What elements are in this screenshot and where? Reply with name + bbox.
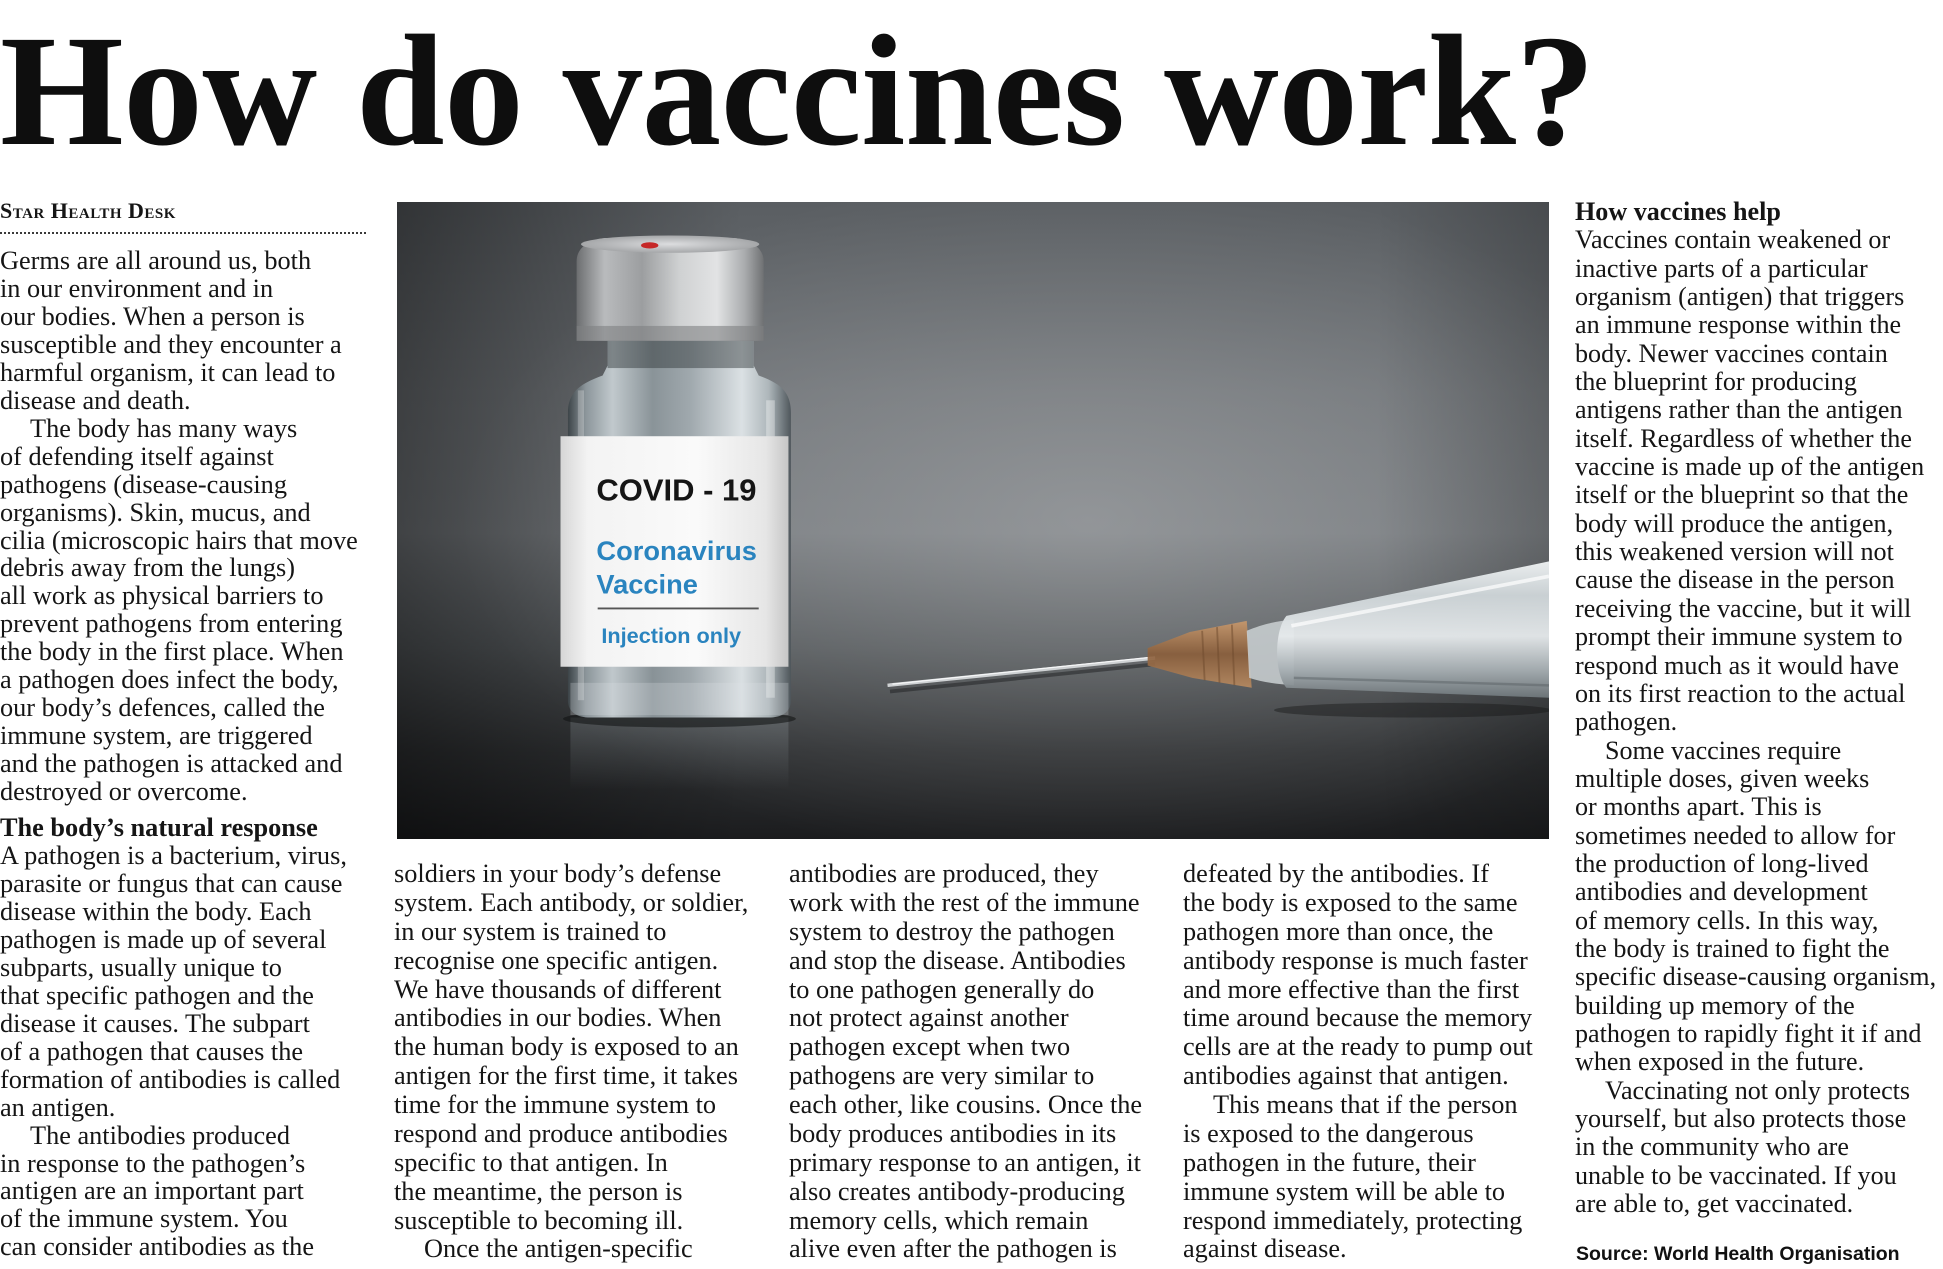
body-paragraph: Vaccines contain weakened or inactive parts of a particular organism (antigen) that triggers an immune response within the body. Newer vaccines contain the blueprint for producing antigens rather than the antigen itself. Regardless of whether the vaccine is made up of the antigen itself or the blueprint so that the body will produce the antigen, this weakened version will not cause the disease in the person receiving the vaccine, but it will prompt their immune system to respond much as it would have on its first reaction to the actual pathogen. (1575, 225, 1925, 737)
bottom-column-3 (1183, 860, 1545, 1264)
right-column (1575, 198, 1943, 1218)
byline-dotted-rule (0, 232, 366, 234)
byline: Star Health Desk (0, 198, 176, 223)
body-paragraph: This means that if the person is exposed to the dangerous pathogen in the future, their immune system will be able to respond immediately, protecting against disease. (1183, 1090, 1523, 1264)
bottom-column-1 (394, 860, 756, 1264)
label-note: Injection only (601, 623, 742, 649)
body-paragraph: Once the antigen-specific (424, 1234, 693, 1264)
label-product-line2: Vaccine (596, 568, 698, 600)
body-paragraph: defeated by the antibodies. If the body is exposed to the same pathogen more than once, the antibody response is much faster and more effective than the first time around because the memory cells are at the ready to pump out antibodies against that antigen. (1183, 859, 1533, 1091)
vaccine-photo-graphic (397, 202, 1549, 839)
label-product-line1: Coronavirus (596, 535, 757, 567)
body-paragraph: A pathogen is a bacterium, virus, parasite or fungus that can cause disease within the body. Each pathogen is made up of several subparts, usually unique to that specific pathogen and the disease it causes. The subpart of a pathogen that causes the formation of antibodies is called an antigen. (0, 841, 347, 1122)
vaccine-photo (397, 202, 1549, 839)
source-credit: Source: World Health Organisation (1576, 1243, 1900, 1265)
headline: How do vaccines work? (0, 3, 1595, 179)
body-paragraph: Germs are all around us, both in our environment and in our bodies. When a person is susceptible and they encounter a harmful organism, it can lead to disease and death. (0, 246, 342, 415)
label-title: COVID - 19 (596, 472, 757, 508)
bottom-column-2 (789, 860, 1151, 1264)
body-paragraph: Some vaccines require multiple doses, given weeks or months apart. This is sometimes needed to allow for the production of long-lived antibodies and development of memory cells. In this way, the body is trained to fight the specific disease-causing organism, building up memory of the pathogen to rapidly fight it if and when exposed in the future. (1575, 735, 1937, 1077)
body-paragraph: soldiers in your body’s defense system. Each antibody, or soldier, in our system is trained to recognise one specific antigen. We have thousands of different antibodies in our bodies. When the human body is exposed to an antigen for the first time, it takes time for the immune system to respond and produce antibodies specific to that antigen. In the meantime, the person is susceptible to becoming ill. (394, 859, 749, 1235)
section-subhead: How vaccines help (1575, 197, 1781, 226)
section-subhead: The body’s natural response (0, 813, 318, 843)
vial (561, 235, 796, 789)
vial-label (561, 436, 789, 667)
body-paragraph: Vaccinating not only protects yourself, but also protects those in the community who are unable to be vaccinated. If you are able to, get vaccinated. (1575, 1075, 1911, 1219)
body-paragraph: The body has many ways of defending itself against pathogens (disease-causing organisms). Skin, mucus, and cilia (microscopic hairs that move debris away from the lungs) all work as physical barriers to prevent pathogens from entering the body in the first place. When a pathogen does infect the body, our body’s defences, called the immune system, are triggered and the pathogen is attacked and destroyed or overcome. (0, 413, 358, 807)
vial-cap (577, 235, 764, 340)
body-paragraph: antibodies are produced, they work with the rest of the immune system to destroy the pathogen and stop the disease. Antibodies to one pathogen generally do not protect against another pathogen except when two pathogens are very similar to each other, like cousins. Once the body produces antibodies in its primary response to an antigen, it also creates antibody-producing memory cells, which remain alive even after the pathogen is (789, 859, 1143, 1264)
body-paragraph: The antibodies produced in response to the pathogen’s antigen are an important part of the immune system. You can consider antibodies as the (0, 1120, 314, 1262)
left-column (0, 247, 366, 1261)
